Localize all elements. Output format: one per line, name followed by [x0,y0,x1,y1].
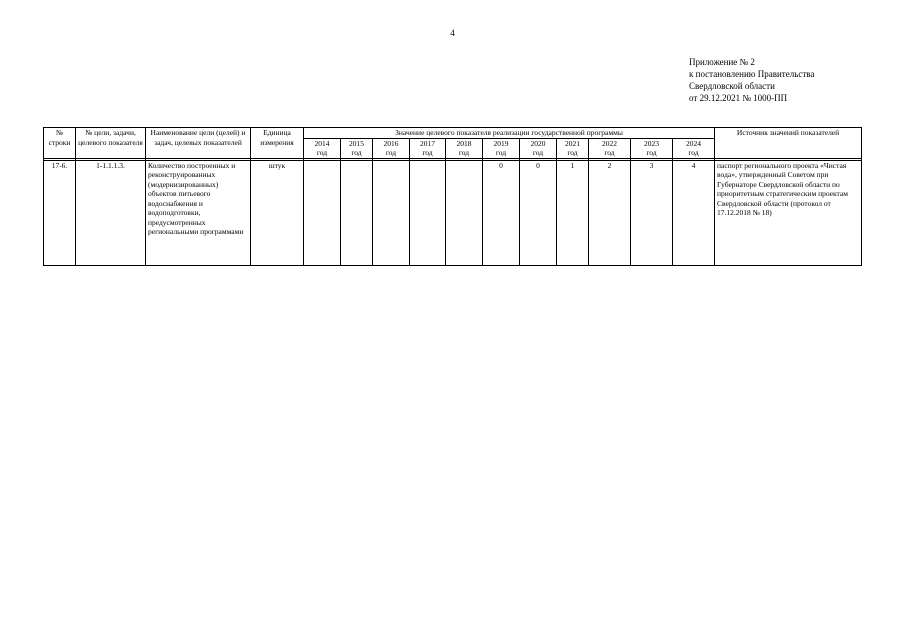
cell-value [446,160,483,265]
table-row [44,160,862,265]
cell-row-number: 17-6. [44,160,76,265]
appendix-line: Приложение № 2 [689,57,755,67]
header-year: 2023 год [631,138,673,158]
appendix-line: к постановлению Правительства [689,69,815,79]
cell-name: Количество построенных и реконструированных (модернизированных) объектов питьевого водоснабжения и водоподготовки, предусмотренных региональными программами [146,160,251,265]
cell-value [304,160,341,265]
cell-value [410,160,446,265]
header-year: 2024 год [673,138,715,158]
cell-value: 2 [589,160,631,265]
header-year: 2020 год [520,138,557,158]
header-target-number: № цели, задачи, целевого показателя [76,128,146,159]
header-year: 2017 год [410,138,446,158]
cell-value: 0 [520,160,557,265]
cell-value: 4 [673,160,715,265]
cell-value: 3 [631,160,673,265]
cell-value: 1 [557,160,589,265]
appendix-line: от 29.12.2021 № 1000-ПП [689,93,788,103]
header-year: 2022 год [589,138,631,158]
header-row-number: № строки [44,128,76,159]
header-source: Источник значений показателей [715,128,862,159]
cell-source: паспорт регионального проекта «Чистая вода», утвержденный Советом при Губернаторе Свердловской области по приоритетным стратегическим проектам Свердловской области (протокол от 17.12.2018 № 18) [715,160,862,265]
cell-value [341,160,373,265]
indicators-table [43,127,862,266]
header-name: Наименование цели (целей) и задач, целевых показателей [146,128,251,159]
header-row [44,128,862,139]
header-values-group: Значение целевого показателя реализации государственной программы [304,128,715,139]
cell-target-number: 1-1.1.1.3. [76,160,146,265]
header-year: 2015 год [341,138,373,158]
header-year: 2021 год [557,138,589,158]
cell-unit: штук [251,160,304,265]
cell-value: 0 [483,160,520,265]
appendix-header [689,56,814,104]
header-year: 2018 год [446,138,483,158]
header-year: 2019 год [483,138,520,158]
header-year: 2014 год [304,138,341,158]
page-number: 4 [450,28,455,38]
header-unit: Единица измерения [251,128,304,159]
cell-value [373,160,410,265]
header-year: 2016 год [373,138,410,158]
appendix-line: Свердловской области [689,81,775,91]
